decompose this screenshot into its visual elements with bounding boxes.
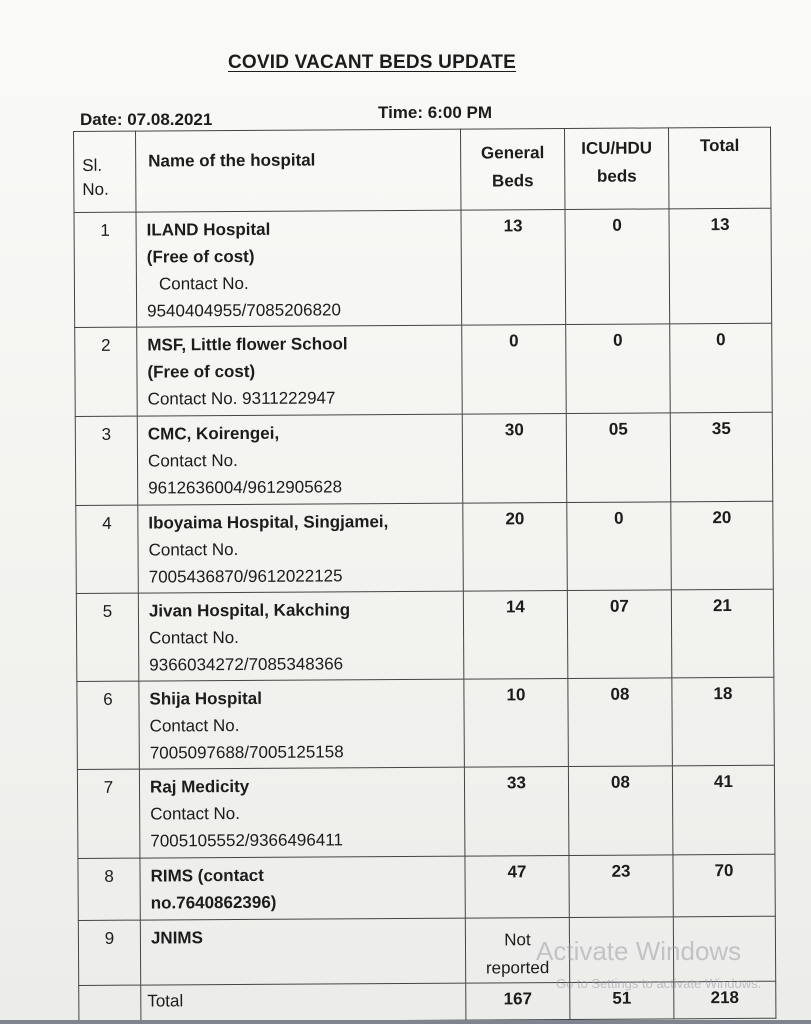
hospital-cell	[138, 503, 464, 593]
header-icu-line1: ICU/HDU	[581, 138, 653, 158]
header-sl-line2: No.	[82, 179, 109, 199]
general-beds-cell: 20	[463, 502, 568, 591]
contact-number: 7005436870/9612022125	[148, 566, 343, 587]
table-row	[75, 323, 773, 416]
hospital-cell	[139, 679, 465, 769]
hospital-cell	[137, 325, 463, 416]
total-beds-cell: 13	[669, 208, 772, 324]
table-row	[76, 589, 774, 681]
bottom-edge-bar	[0, 1020, 811, 1024]
sl-cell: 7	[77, 769, 140, 858]
general-beds-cell: 10	[464, 678, 569, 767]
sl-cell: 9	[78, 920, 140, 985]
sl-cell: 5	[76, 593, 139, 681]
document-title: COVID VACANT BEDS UPDATE	[228, 52, 517, 73]
contact-label: Contact No.	[147, 450, 238, 471]
header-sl-line1: Sl.	[82, 155, 103, 175]
total-beds-cell: 41	[672, 765, 775, 855]
not-reported-line2: reported	[485, 958, 550, 978]
total-beds-cell: 35	[670, 412, 773, 502]
table-row	[78, 854, 775, 920]
sl-cell: 2	[75, 327, 138, 416]
total-beds-cell: 18	[672, 677, 775, 766]
icu-beds-cell: 0	[567, 502, 672, 591]
total-general-cell: 167	[466, 982, 570, 1020]
hospital-name: MSF, Little flower School	[147, 334, 348, 355]
header-general-beds	[460, 128, 564, 210]
table-row	[74, 208, 772, 327]
contact-number: 9366034272/7085348366	[149, 654, 344, 675]
general-beds-cell: 14	[463, 590, 568, 679]
total-beds-cell: 0	[670, 323, 773, 413]
general-beds-cell: 13	[461, 209, 566, 325]
hospital-name: Iboyaima Hospital, Singjamei,	[148, 512, 389, 533]
header-general-line1: General	[480, 143, 545, 163]
contact-number: 9612636004/9612905628	[148, 477, 343, 498]
total-beds-cell: 70	[673, 854, 775, 917]
hospital-cell	[138, 591, 464, 681]
activate-windows-subtext: Go to Settings to activate Windows.	[556, 976, 762, 991]
general-beds-cell: 47	[465, 855, 569, 918]
total-total-cell: 218	[674, 981, 776, 1019]
sl-cell: 6	[77, 681, 140, 769]
sl-cell: 8	[78, 858, 140, 920]
table-row	[77, 677, 775, 769]
table-row	[75, 412, 773, 505]
header-sl-no	[74, 131, 136, 212]
total-beds-cell: 21	[671, 589, 774, 678]
hospital-name: JNIMS	[150, 928, 203, 948]
hospital-cell	[136, 210, 462, 327]
contact-number: 9540404955/7085206820	[147, 300, 341, 321]
contact-number: 7005097688/7005125158	[149, 742, 344, 763]
contact-label: Contact No.	[150, 803, 240, 824]
total-sl-cell	[79, 985, 141, 1022]
header-icu-beds	[564, 128, 668, 210]
contact-label: Contact No.	[148, 539, 239, 560]
icu-beds-cell: 0	[566, 324, 671, 414]
contact-number: 7005105552/9366496411	[150, 830, 343, 851]
hospital-name: Raj Medicity	[149, 776, 250, 797]
header-general-line2: Beds	[491, 171, 534, 191]
contact-number: Contact No. 9311222947	[147, 388, 336, 409]
icu-beds-cell: 0	[565, 209, 670, 325]
icu-beds-cell: 08	[568, 766, 673, 856]
contact-label: Contact No.	[158, 273, 249, 294]
hospital-cell	[140, 856, 465, 920]
header-hospital-name: Name of the hospital	[136, 129, 461, 212]
activate-windows-watermark: Activate Windows	[536, 936, 742, 966]
icu-beds-cell: 07	[567, 590, 672, 679]
vacant-beds-table	[73, 127, 776, 1023]
sl-cell: 1	[74, 212, 137, 327]
contact-label: Contact No.	[149, 715, 240, 736]
total-beds-cell: 20	[671, 501, 774, 590]
hospital-name: CMC, Koirengei,	[147, 423, 280, 444]
hospital-name: Jivan Hospital, Kakching	[148, 600, 351, 621]
table-row	[76, 501, 774, 593]
icu-beds-cell: 05	[566, 413, 671, 503]
hospital-name: ILAND Hospital	[146, 219, 271, 240]
hospital-name: RIMS (contact	[150, 865, 264, 886]
report-time: Time: 6:00 PM	[378, 103, 493, 122]
hospital-note: (Free of cost)	[146, 246, 255, 267]
icu-beds-cell: 23	[569, 855, 673, 918]
general-beds-cell: 30	[462, 413, 567, 503]
hospital-cell	[140, 918, 465, 985]
hospital-cell	[137, 414, 463, 505]
contact-label: Contact No.	[149, 627, 239, 648]
not-reported-line1: Not	[504, 930, 531, 950]
hospital-note: (Free of cost)	[147, 361, 256, 382]
header-icu-line2: beds	[596, 166, 637, 186]
total-icu-cell: 51	[570, 982, 674, 1020]
hospital-name: Shija Hospital	[149, 688, 262, 709]
header-total: Total	[668, 127, 770, 209]
general-beds-cell: 33	[464, 766, 569, 856]
table-header-row	[74, 127, 771, 212]
general-beds-cell: 0	[462, 324, 567, 414]
contact-number: no.7640862396)	[150, 892, 277, 913]
report-date: Date: 07.08.2021	[80, 110, 213, 129]
icu-beds-cell: 08	[568, 678, 673, 767]
sl-cell: 3	[75, 416, 138, 505]
hospital-cell	[139, 767, 465, 858]
sl-cell: 4	[76, 505, 139, 593]
total-label: Total	[141, 983, 466, 1022]
table-row	[77, 765, 775, 858]
